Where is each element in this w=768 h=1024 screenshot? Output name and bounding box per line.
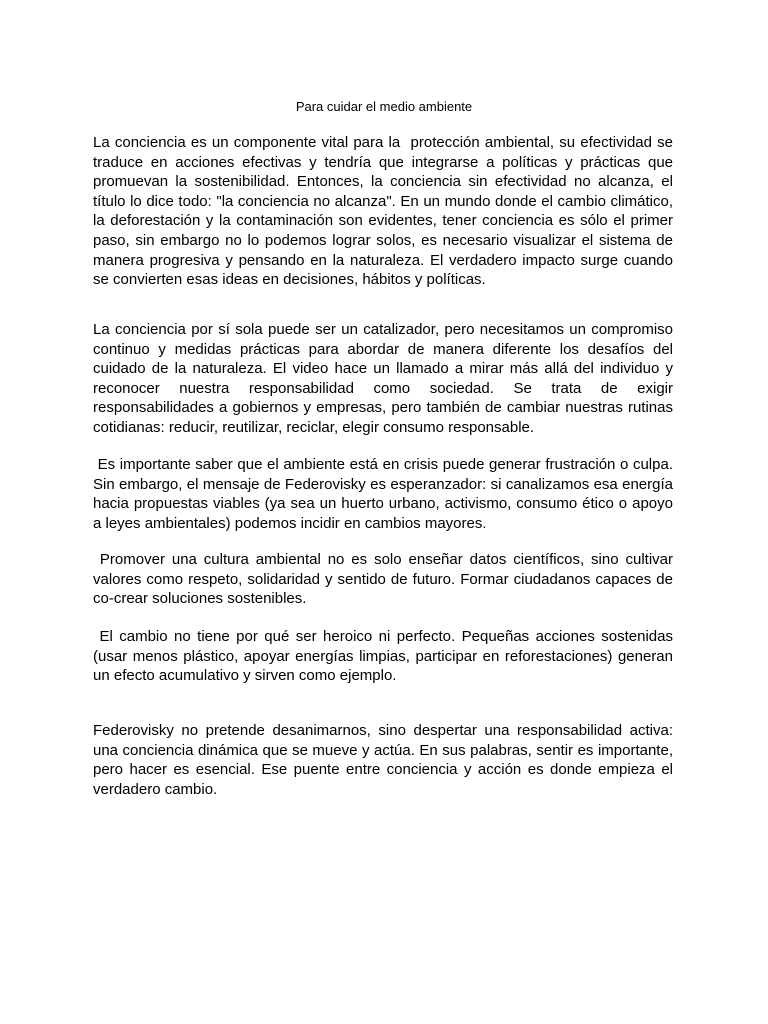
document-title: Para cuidar el medio ambiente	[295, 99, 473, 114]
paragraph-6: Federovisky no pretende desanimarnos, sino despertar una responsabilidad activa: una conciencia dinámica que se mueve y actúa. En sus palabras, sentir es importante, pero hacer es esencial. Ese puente entre conciencia y acción es donde empieza el verdadero cambio.	[93, 722, 678, 798]
paragraph-1: La conciencia es un componente vital para la protección ambiental, su efectividad se traduce en acciones efectivas y tendría que integrarse a políticas y prácticas que promuevan la sostenibilidad. Entonces, la conciencia sin efectividad no alcanza, el título lo dice todo: "la conciencia no alcanza". En un mundo donde el cambio climático, la deforestación y la contaminación son evidentes, tener conciencia es sólo el primer paso, sin embargo no lo podemos lograr solos, es necesario visualizar el sistema de manera progresiva y pensando en la naturaleza. El verdadero impacto surge cuando se convierten esas ideas en decisiones, hábitos y políticas.	[93, 134, 678, 289]
paragraph-2: La conciencia por sí sola puede ser un catalizador, pero necesitamos un compromiso continuo y medidas prácticas para abordar de manera diferente los desafíos del cuidado de la naturaleza. El video hace un llamado a mirar más allá del individuo y reconocer nuestra responsabilidad como sociedad. Se trata de exigir responsabilidades a gobiernos y empresas, pero también de cambiar nuestras rutinas cotidianas: reducir, reutilizar, reciclar, elegir consumo responsable.	[93, 321, 678, 436]
paragraph-4: Promover una cultura ambiental no es solo enseñar datos científicos, sino cultivar valores como respeto, solidaridad y sentido de futuro. Formar ciudadanos capaces de co-crear soluciones sostenibles.	[93, 551, 678, 608]
paragraph-5: El cambio no tiene por qué ser heroico ni perfecto. Pequeñas acciones sostenidas (usar menos plástico, apoyar energías limpias, participar en reforestaciones) generan un efecto acumulativo y sirven como ejemplo.	[93, 628, 678, 685]
paragraph-3: Es importante saber que el ambiente está en crisis puede generar frustración o culpa. Sin embargo, el mensaje de Federovisky es esperanzador: si canalizamos esa energía hacia propuestas viables (ya sea un huerto urbano, activismo, consumo ético o apoyo a leyes ambientales) podemos incidir en cambios mayores.	[93, 456, 678, 532]
